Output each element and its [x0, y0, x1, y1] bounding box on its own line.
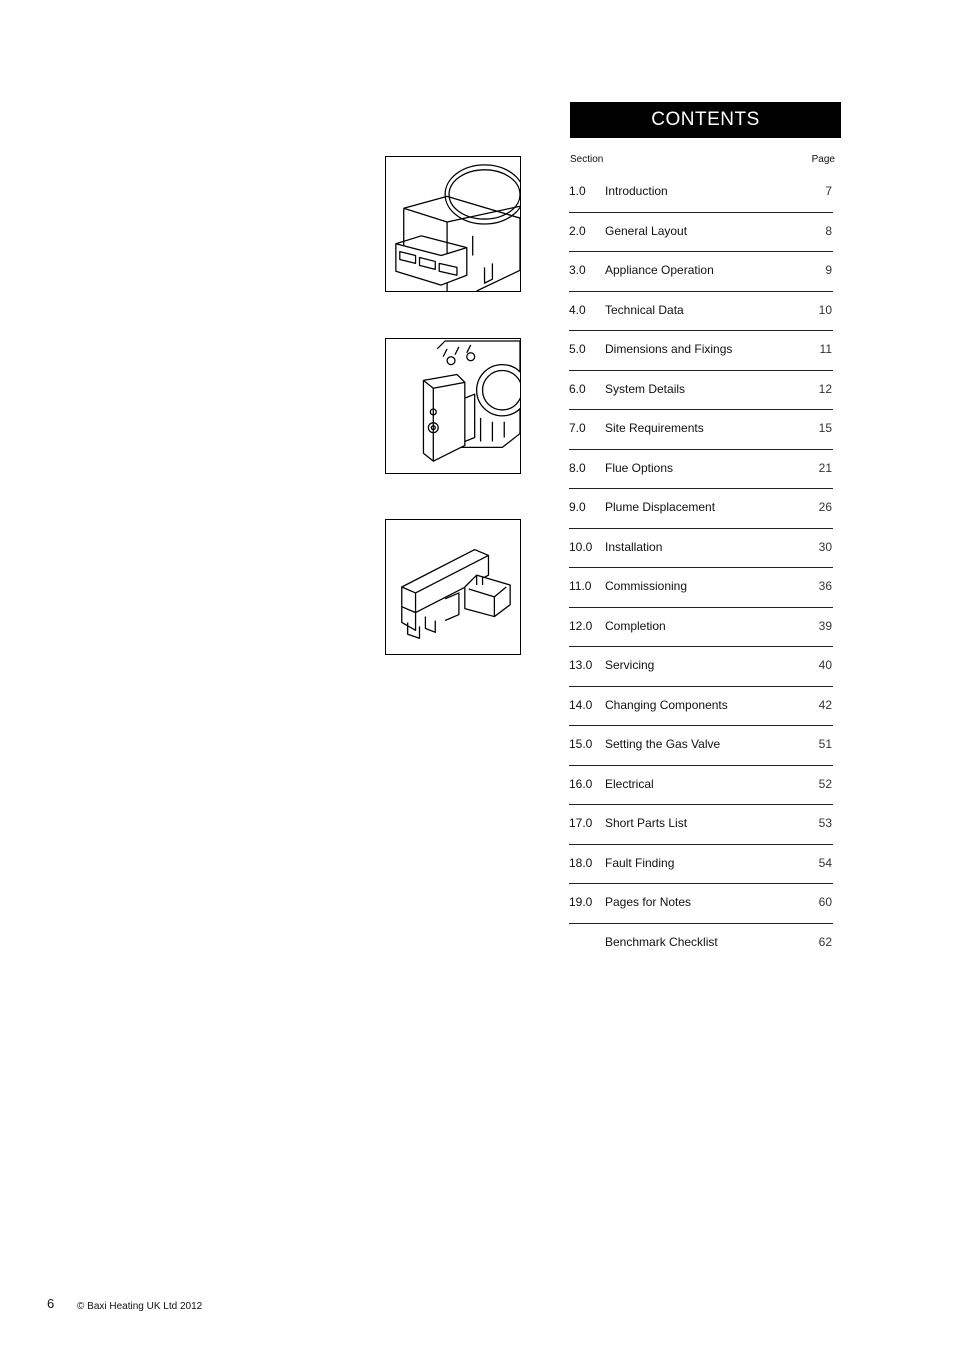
toc-entry[interactable]: [569, 292, 833, 332]
toc-section-number: 5.0: [569, 342, 586, 356]
toc-section-title: Dimensions and Fixings: [605, 342, 733, 356]
toc-section-title: Servicing: [605, 658, 655, 672]
toc-page-number: 42: [818, 697, 832, 712]
component-illustration-2: [385, 338, 521, 474]
toc-page-number: 21: [818, 460, 832, 475]
toc-entry[interactable]: [569, 884, 833, 924]
copyright-notice: © Baxi Heating UK Ltd 2012: [77, 1301, 203, 1312]
toc-section-number: 9.0: [569, 500, 586, 514]
toc-page-number: 60: [818, 895, 832, 909]
toc-section-number: 7.0: [569, 421, 586, 435]
toc-page-number: 11: [819, 342, 832, 356]
toc-entry[interactable]: [569, 568, 833, 608]
toc-section-title: Short Parts List: [605, 816, 688, 830]
toc-section-title: Pages for Notes: [605, 895, 692, 909]
toc-section-number: 13.0: [569, 658, 593, 672]
toc-section-number: 15.0: [569, 737, 593, 751]
toc-entry[interactable]: [569, 371, 833, 411]
toc-entry[interactable]: [569, 410, 833, 450]
toc-page-number: 9: [825, 263, 832, 277]
toc-entry[interactable]: [569, 924, 833, 963]
page-number: 6: [47, 1296, 55, 1311]
toc-section-title: General Layout: [605, 223, 688, 238]
toc-entry[interactable]: [569, 489, 833, 529]
page-column-header: Page: [811, 154, 835, 165]
toc-section-title: Electrical: [605, 776, 654, 791]
toc-entry[interactable]: [569, 647, 833, 687]
toc-section-title: Introduction: [605, 184, 668, 198]
toc-entry[interactable]: [569, 608, 833, 648]
toc-page-number: 36: [818, 579, 832, 593]
toc-page-number: 7: [825, 184, 832, 198]
toc-section-title: System Details: [605, 381, 686, 396]
toc-section-number: 19.0: [569, 895, 593, 909]
toc-section-title: Benchmark Checklist: [605, 934, 718, 949]
component-illustration-1: [385, 156, 521, 292]
toc-section-number: 18.0: [569, 855, 593, 870]
toc-section-title: Flue Options: [605, 460, 674, 475]
toc-section-title: Technical Data: [605, 302, 684, 317]
toc-page-number: 39: [818, 618, 832, 633]
toc-page-number: 30: [818, 539, 832, 554]
toc-section-number: 17.0: [569, 816, 593, 830]
toc-section-title: Appliance Operation: [605, 263, 714, 277]
toc-section-title: Fault Finding: [605, 855, 675, 870]
toc-section-title: Completion: [605, 618, 666, 633]
toc-page-number: 51: [818, 737, 832, 751]
toc-page-number: 8: [825, 223, 832, 238]
toc-section-number: 11.0: [569, 579, 592, 593]
toc-section-title: Installation: [605, 539, 663, 554]
table-of-contents: [569, 173, 833, 962]
toc-entry[interactable]: [569, 766, 833, 806]
toc-entry[interactable]: [569, 252, 833, 292]
toc-section-number: 12.0: [569, 618, 593, 633]
toc-entry[interactable]: [569, 529, 833, 569]
toc-entry[interactable]: [569, 331, 833, 371]
toc-page-number: 10: [818, 302, 832, 317]
section-column-header: Section: [570, 154, 604, 165]
toc-section-number: 16.0: [569, 776, 593, 791]
toc-section-number: 3.0: [569, 263, 586, 277]
toc-page-number: 54: [818, 855, 832, 870]
toc-entry[interactable]: [569, 213, 833, 253]
toc-section-title: Commissioning: [605, 579, 688, 593]
toc-page-number: 62: [818, 934, 832, 949]
toc-entry[interactable]: [569, 726, 833, 766]
toc-entry[interactable]: [569, 845, 833, 885]
toc-page-number: 52: [818, 776, 832, 791]
toc-section-number: 2.0: [569, 223, 586, 238]
contents-heading: CONTENTS: [570, 102, 841, 138]
toc-entry[interactable]: [569, 805, 833, 845]
toc-page-number: 12: [818, 381, 832, 396]
toc-entry[interactable]: [569, 450, 833, 490]
toc-page-number: 40: [818, 658, 832, 672]
toc-section-title: Plume Displacement: [605, 500, 716, 514]
toc-entry[interactable]: [569, 173, 833, 213]
toc-section-number: 6.0: [569, 381, 586, 396]
toc-section-number: 4.0: [569, 302, 586, 317]
toc-section-number: 14.0: [569, 697, 593, 712]
toc-section-title: Setting the Gas Valve: [605, 737, 721, 751]
component-illustration-3: [385, 519, 521, 655]
toc-section-title: Site Requirements: [605, 421, 704, 435]
toc-section-number: 8.0: [569, 460, 586, 475]
toc-page-number: 53: [818, 816, 832, 830]
toc-section-title: Changing Components: [605, 697, 728, 712]
toc-section-number: 10.0: [569, 539, 593, 554]
toc-page-number: 15: [818, 421, 832, 435]
toc-page-number: 26: [818, 500, 832, 514]
toc-section-number: 1.0: [569, 184, 586, 198]
toc-entry[interactable]: [569, 687, 833, 727]
